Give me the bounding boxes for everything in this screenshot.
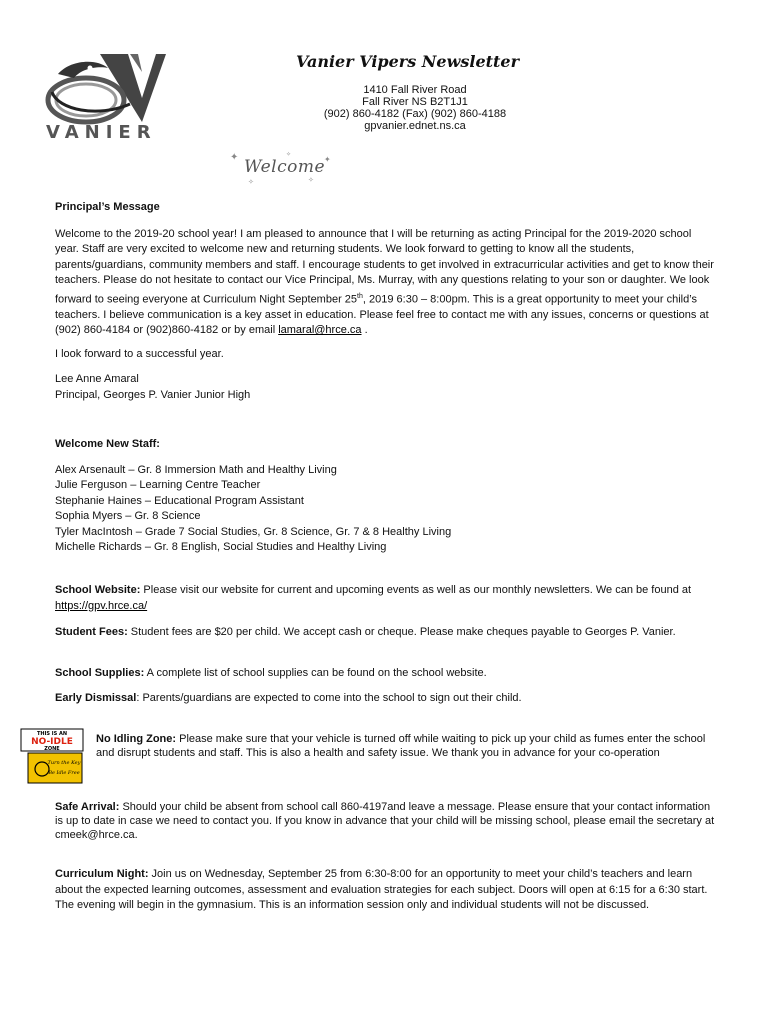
- no-idling-section: No Idling Zone: Please make sure that your vehicle is turned off while waiting to pick up your child as fumes enter the school and disrupt students and staff. This is also a health and safety issue. We thank you in advance for your co-operation: [96, 733, 706, 759]
- principal-paragraph: Welcome to the 2019-20 school year! I am pleased to announce that I will be returning as acting Principal for the 2019-2020 school year. Staff are very excited to welcome new and returning students. We look forward to getting to know all the students, parents/guardians, community members and staff. I encourage students to get involved in extracurricular activities and get to know their teachers. Please do not hesitate to contact our Vice Principal, Ms. Murray, with any questions relating to your son or daughter. We look forward to seeing everyone at Curriculum Night September 25th, 2019 6:30 – 8:00pm. This is a great opportunity to meet your child’s teachers. I believe communication is a key asset in education. Please feel free to contact me with any issues, concerns or questions at (902) 860-4184 or (902)860-4182 or by email lamaral@hrce.ca .: [55, 227, 714, 337]
- svg-text:ZONE: ZONE: [44, 746, 60, 752]
- staff-member: Sophia Myers – Gr. 8 Science: [55, 510, 201, 522]
- safe-arrival-section: Safe Arrival: Should your child be absent from school call 860-4197and leave a message. Please ensure that your contact information is up to date in case we need to contact you. If you know in advance that your child will be missing school, please email the secretary at cmeek@hrce.ca.: [55, 801, 715, 841]
- svg-text:✧: ✧: [248, 179, 254, 186]
- student-fees-section: Student Fees: Student fees are $20 per child. We accept cash or cheque. Please make cheques payable to Georges P. Vanier.: [55, 626, 676, 638]
- new-staff-section: [55, 437, 715, 556]
- staff-member: Julie Ferguson – Learning Centre Teacher: [55, 479, 261, 491]
- school-supplies-section: School Supplies: A complete list of school supplies can be found on the school website.: [55, 667, 487, 679]
- address-line: Fall River NS B2T1J1: [362, 96, 468, 108]
- svg-text:✦: ✦: [324, 155, 331, 164]
- svg-text:✧: ✧: [286, 152, 292, 158]
- welcome-heading: Welcome: [244, 157, 326, 177]
- signature-title: Principal, Georges P. Vanier Junior High: [55, 388, 251, 401]
- school-address: [300, 84, 530, 132]
- svg-text:Be Idle Free: Be Idle Free: [48, 770, 80, 776]
- svg-text:NO-IDLE: NO-IDLE: [31, 737, 73, 747]
- early-dismissal-section: Early Dismissal: Parents/guardians are expected to come into the school to sign out their child.: [55, 692, 522, 704]
- vanier-vipers-logo: [38, 52, 168, 144]
- no-idle-zone-sign: [20, 728, 84, 784]
- newsletter-title: Vanier Vipers Newsletter: [296, 52, 520, 71]
- principal-email-link[interactable]: lamaral@hrce.ca: [278, 324, 362, 337]
- closing-line: I look forward to a successful year.: [55, 347, 224, 360]
- school-website-section: School Website: Please visit our website for current and upcoming events as well as our monthly newsletters. We can be found at https://gpv.hrce.ca/: [55, 584, 692, 612]
- staff-member: Stephanie Haines – Educational Program Assistant: [55, 494, 304, 507]
- staff-member: Alex Arsenault – Gr. 8 Immersion Math and Healthy Living: [55, 463, 337, 476]
- address-line: 1410 Fall River Road: [363, 84, 467, 96]
- svg-text:✧: ✧: [308, 177, 314, 184]
- phone-line: (902) 860-4182 (Fax) (902) 860-4188: [323, 108, 507, 120]
- staff-member: Michelle Richards – Gr. 8 English, Social Studies and Healthy Living: [55, 541, 387, 553]
- section-heading: Welcome New Staff:: [55, 438, 160, 450]
- staff-member: Tyler MacIntosh – Grade 7 Social Studies, Gr. 8 Science, Gr. 7 & 8 Healthy Living: [55, 525, 452, 538]
- svg-text:Turn the Key: Turn the Key: [47, 760, 81, 766]
- curriculum-night-section: Curriculum Night: Join us on Wednesday, September 25 from 6:30-8:00 for an opportunity to meet your child’s teachers and learn about the expected learning outcomes, assessment and evaluation strategies for each subject. Doors will open at 6:15 for a 6:30 start. The evening will begin in the gymnasium. This is an information session only and individual students will not be discussed.: [55, 868, 708, 911]
- website-link[interactable]: https://gpv.hrce.ca/: [55, 599, 148, 612]
- principal-message: [55, 200, 715, 403]
- svg-text:THIS IS AN: THIS IS AN: [36, 731, 68, 737]
- logo-text: VANIER: [46, 122, 157, 143]
- svg-text:✦: ✦: [230, 152, 239, 163]
- website-line: gpvanier.ednet.ns.ca: [364, 120, 466, 132]
- section-heading: Principal’s Message: [55, 201, 160, 213]
- signature-name: Lee Anne Amaral: [55, 373, 139, 386]
